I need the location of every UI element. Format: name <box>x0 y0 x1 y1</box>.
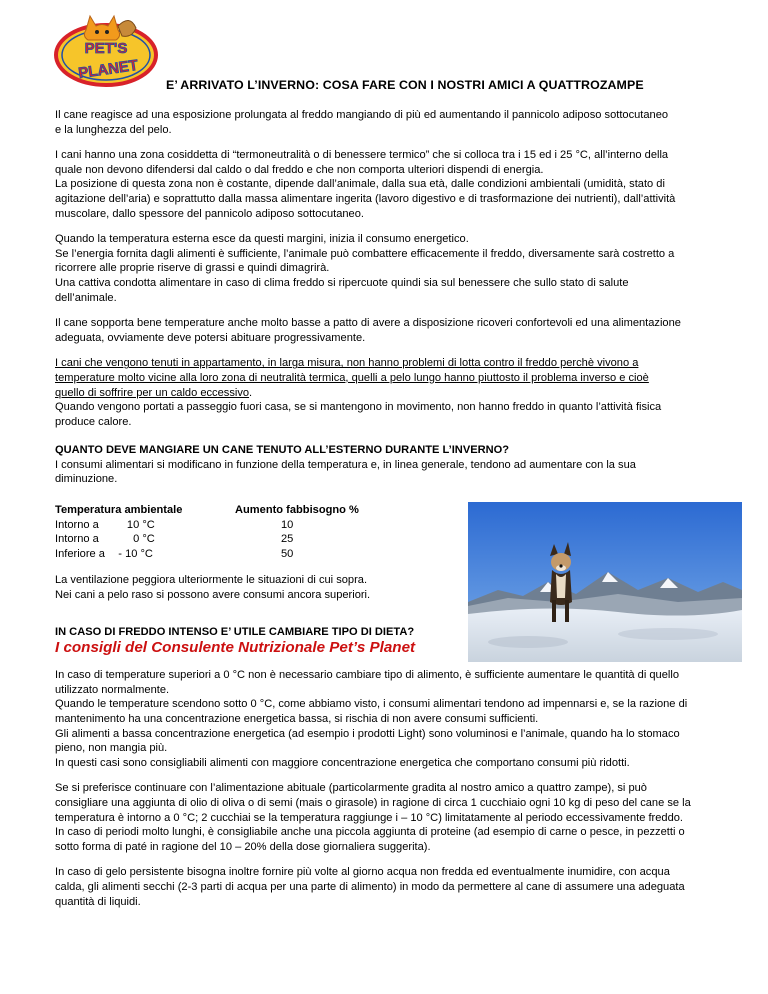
paragraph-7: La ventilazione peggiora ulteriormente le situazioni di cui sopra. Nei cani a pelo raso si possono avere consumi ancora superiori. <box>55 574 371 602</box>
page-title: E’ ARRIVATO L’INVERNO: COSA FARE CON I NOSTRI AMICI A QUATTROZAMPE <box>166 78 644 92</box>
table-header-temperature: Temperatura ambientale <box>55 504 183 517</box>
dog-in-snow-photo <box>468 502 742 662</box>
temperature-table <box>55 503 395 561</box>
table-row: Intorno a 0 °C <box>55 533 155 546</box>
logo-text-bottom: PLANET <box>77 56 140 83</box>
table-cell-value: 10 <box>281 518 294 531</box>
pets-planet-logo <box>52 8 160 92</box>
paragraph-8: In caso di temperature superiori a 0 °C non è necessario cambiare tipo di alimento, è sufficiente aumentare le quantità di quello utilizzato normalmente. Quando le temperature scendono sotto 0 °C, come abbiamo visto, i consumi alimentari tendono ad impennarsi e, se la razione di mantenimento ha una concentrazione energetica bassa, si rischia di non avere consumi sufficienti. Gli alimenti a bassa concentrazione energetica (ad esempio i prodotti Light) sono voluminosi e l’animale, quando ha lo stomaco pieno, non mangia più. In questi casi sono consigliabili alimenti con maggiore concentrazione energetica che comportano consumi più ridotti. <box>55 669 688 769</box>
paragraph-10: In caso di gelo persistente bisogna inoltre fornire più volte al giorno acqua non fredda ed eventualmente inumidire, con acqua calda, gli alimenti secchi (2-3 parti di acqua per una parte di alimento) in modo da permettere al cane di assumere una adeguata quantità di liquidi. <box>55 866 685 908</box>
paragraph-1: Il cane reagisce ad una esposizione prolungata al freddo mangiando di più ed aumentando il pannicolo adiposo sottocutaneo e la lunghezza del pelo. <box>55 109 669 136</box>
paragraph-6: I consumi alimentari si modificano in funzione della temperatura e, in linea generale, tendono ad aumentare con la sua diminuzione. <box>55 458 636 486</box>
paragraph-5: I cani che vengono tenuti in appartamento, in larga misura, non hanno problemi di lotta contro il freddo perchè vivono a temperature molto vicine alla loro zona di neutralità termica, quelli a pelo lungo hanno piuttosto il problema inverso e cioè quello di soffrire per un caldo eccessivo. Quando vengono portati a passeggio fuori casa, se si mantengono in movimento, non hanno freddo in quanto l’attività fisica produce calore. <box>55 357 662 428</box>
paragraph-4: Il cane sopporta bene temperature anche molto basse a patto di avere a disposizione ricoveri confortevoli ed una alimentazione adeguata, ovviamente deve potersi abituare progressivamente. <box>55 317 681 344</box>
paragraph-3: Quando la temperatura esterna esce da questi margini, inizia il consumo energetico. Se l’energia fornita dagli alimenti è sufficiente, l’animale può combattere efficacemente il freddo, diversamente sarà costretto a ricorrere alle proprie riserve di grassi e quindi dimagrirà. Una cattiva condotta alimentare in caso di clima freddo si ripercuote quindi sia sul benessere che sullo stato di salute dell’animale. <box>55 233 675 304</box>
table-cell-value: 50 <box>281 547 294 560</box>
table-cell-value: 25 <box>281 533 294 546</box>
table-row: Intorno a 10 °C <box>55 518 155 531</box>
logo-text-top: PET'S <box>84 40 128 57</box>
heading-quanto-mangiare: QUANTO DEVE MANGIARE UN CANE TENUTO ALL’ESTERNO DURANTE L’INVERNO? <box>55 444 510 457</box>
paragraph-2: I cani hanno una zona cosiddetta di “termoneutralità o di benessere termico” che si colloca tra i 15 ed i 25 °C, all’interno della quale non devono difendersi dal caldo o dal freddo e che non comporta ulteriori dispendi di energia. La posizione di questa zona non è costante, dipende dall’animale, dalla sua età, dalle condizioni ambientali (umidità, stato di agitazione dell’aria) e soprattutto dalla massa alimentare ingerita (lavoro digestivo e di trasformazione dei nutrienti), dall’attività muscolare, dallo spessore del pannicolo adiposo sottocutaneo. <box>55 149 676 220</box>
table-row: Inferiore a - 10 °C <box>55 547 153 560</box>
table-header-increase: Aumento fabbisogno % <box>235 504 359 517</box>
heading-freddo-intenso: IN CASO DI FREDDO INTENSO E’ UTILE CAMBIARE TIPO DI DIETA? <box>55 625 415 638</box>
paragraph-9: Se si preferisce continuare con l’alimentazione abituale (particolarmente gradita al nostro amico a quattro zampe), si può consigliare una aggiunta di olio di oliva o di semi (mais o girasole) in ragione di circa 1 cucchiaio ogni 10 kg di peso del cane se la temperatura è intorno a 0 °C; 2 cucchiai se la temperatura raggiunge i – 10 °C) limitatamente al periodo eccessivamente freddo. In caso di periodi molto lunghi, è consigliabile anche una piccola aggiunta di proteine (ad esempio di carne o pesce, in pezzetti o sotto forma di paté in ragione del 10 – 20% della dose giornaliera suggerita). <box>55 782 691 853</box>
consultant-title: I consigli del Consulente Nutrizionale Pet’s Planet <box>55 639 416 657</box>
